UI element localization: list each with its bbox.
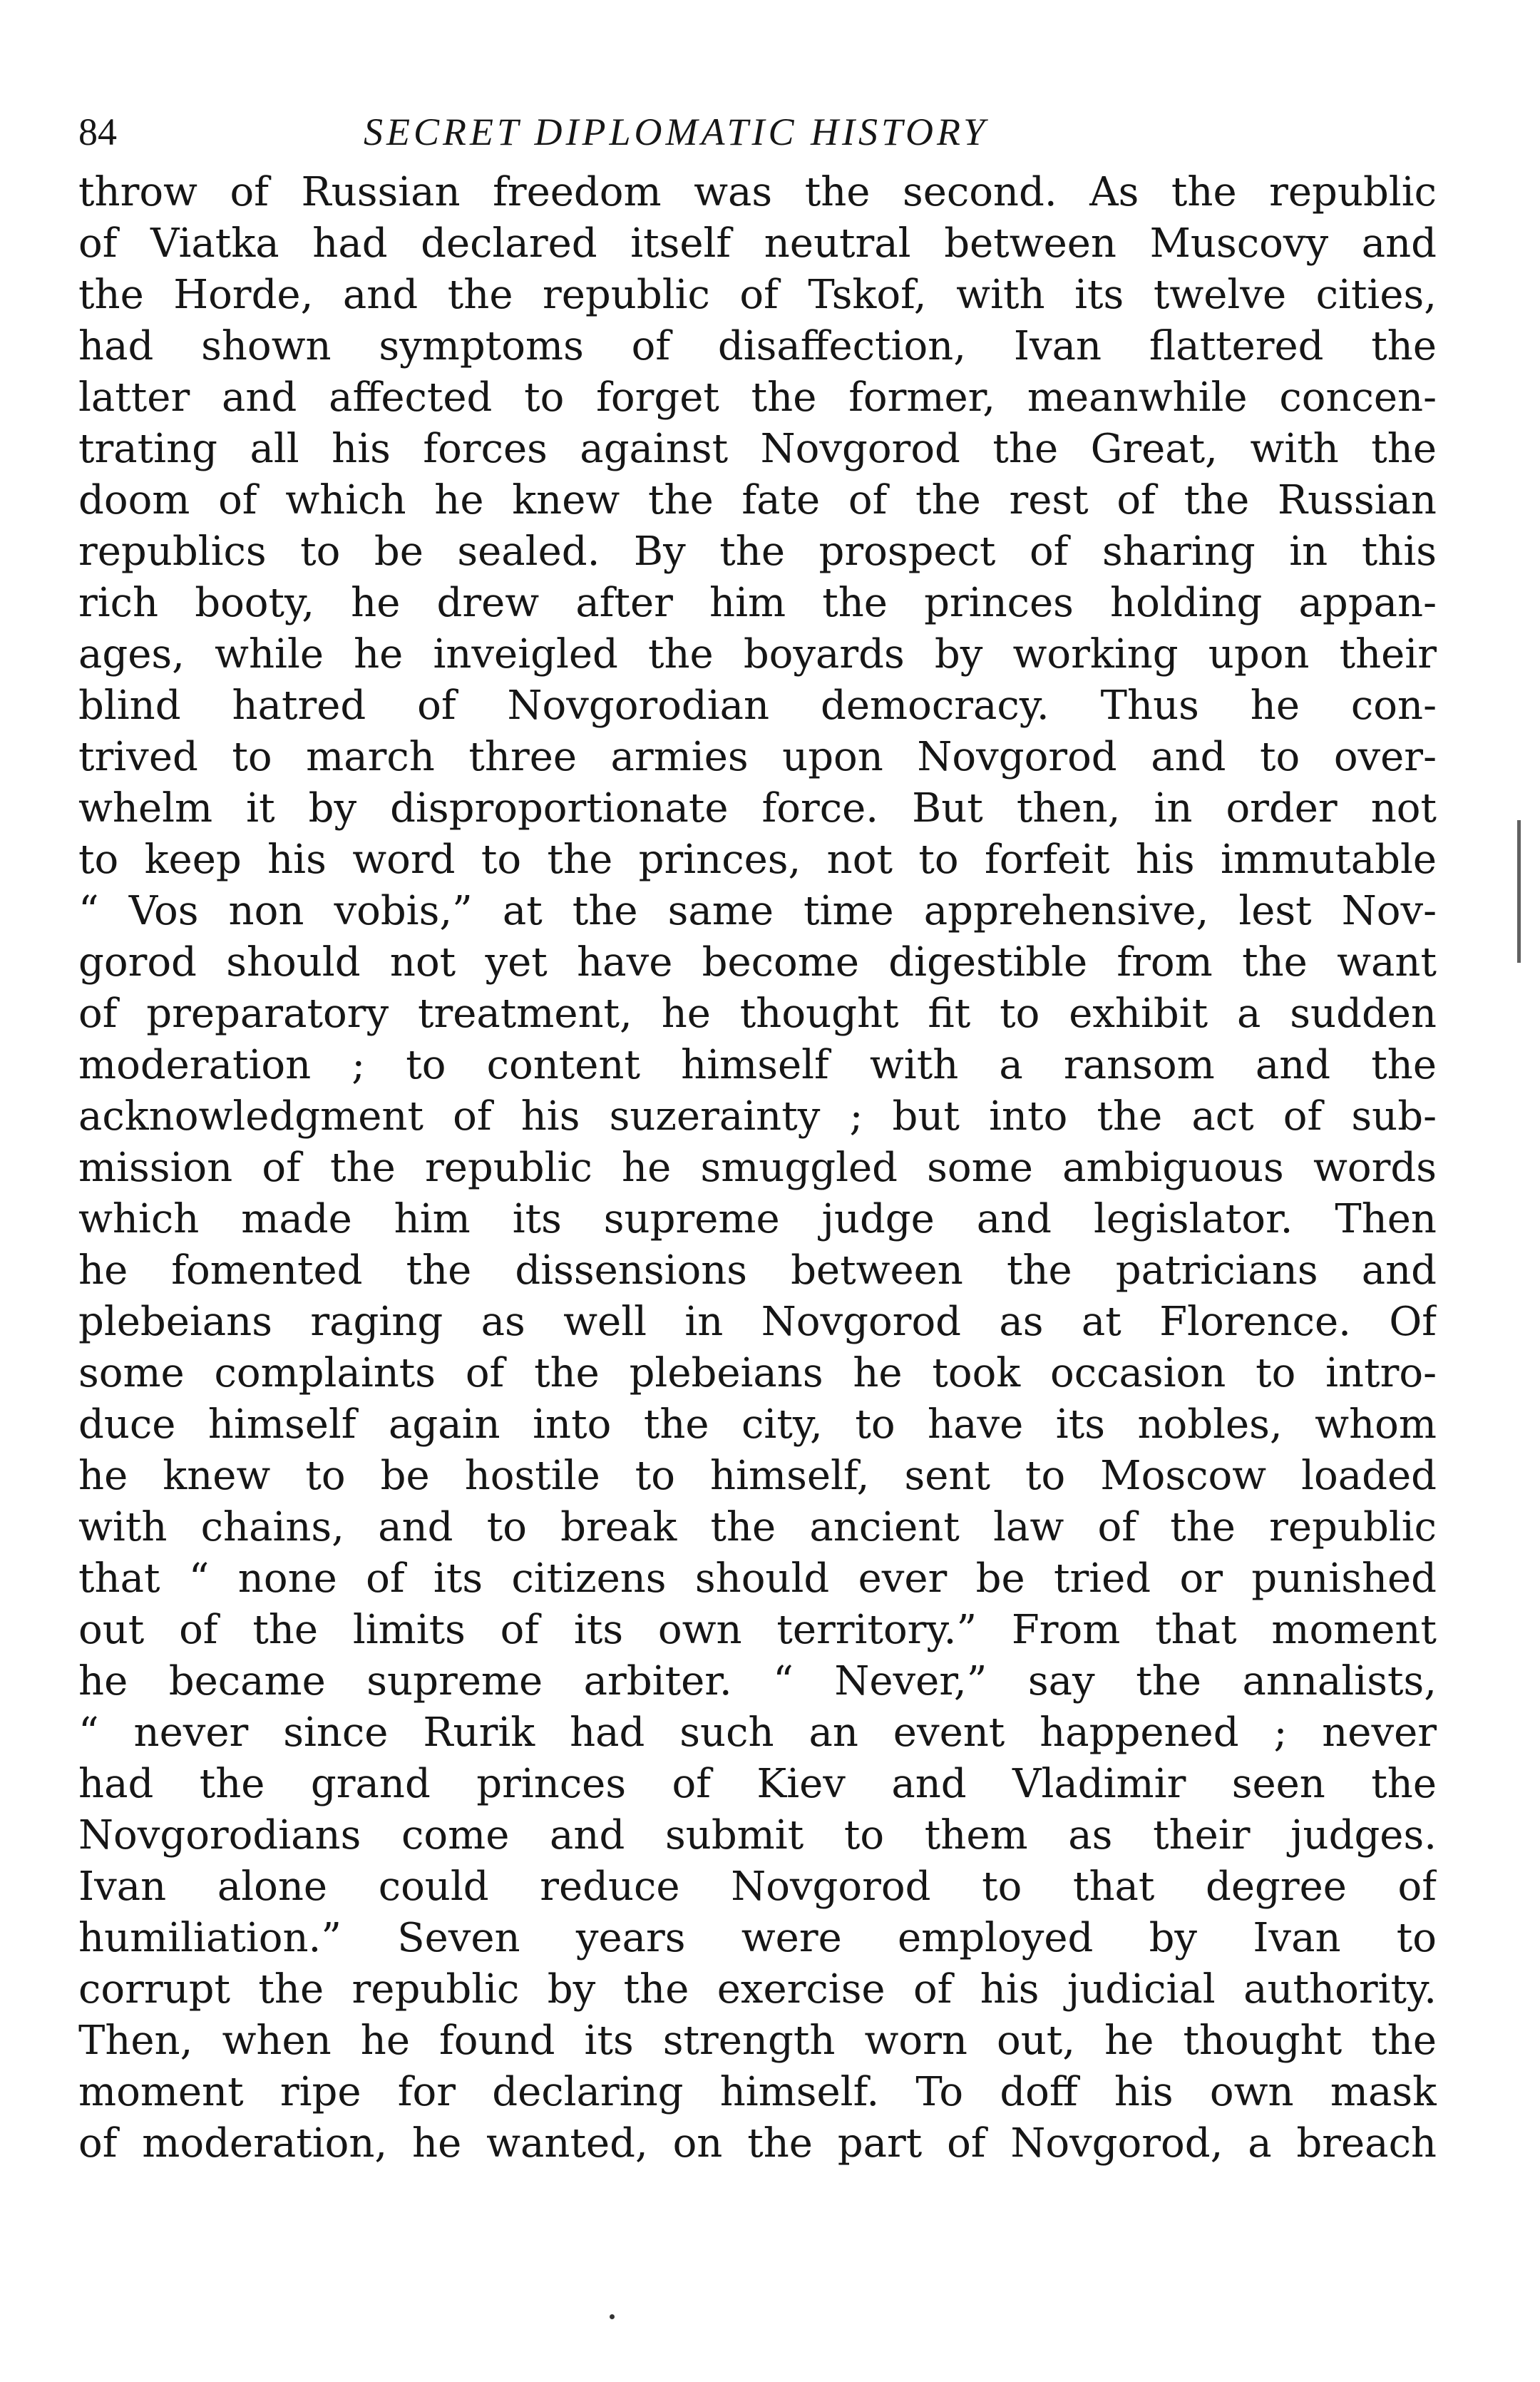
text-line: of Viatka had declared itself neutral between Muscovy and xyxy=(78,220,1437,267)
text-line: throw of Russian freedom was the second. As the republic xyxy=(78,169,1437,215)
text-line: Novgorodians come and submit to them as their judges. xyxy=(78,1812,1437,1859)
text-line: acknowledgment of his suzerainty ; but into the act of sub- xyxy=(78,1093,1437,1140)
text-line: to keep his word to the princes, not to forfeit his immutable xyxy=(78,837,1437,883)
text-line: corrupt the republic by the exercise of his judicial authority. xyxy=(78,1966,1437,2013)
text-line: Ivan alone could reduce Novgorod to that degree of xyxy=(78,1864,1437,1910)
text-line: latter and affected to forget the former, meanwhile concen- xyxy=(78,374,1437,421)
text-line: trating all his forces against Novgorod the Great, with the xyxy=(78,426,1437,472)
text-line: humiliation.” Seven years were employed by Ivan to xyxy=(78,1915,1437,1961)
text-line: mission of the republic he smuggled some ambiguous words xyxy=(78,1145,1437,1191)
running-head xyxy=(78,107,1437,157)
text-line: plebeians raging as well in Novgorod as at Florence. Of xyxy=(78,1299,1437,1345)
page-number: 84 xyxy=(78,111,117,153)
text-line: rich booty, he drew after him the princes holding appan- xyxy=(78,580,1437,626)
text-line: the Horde, and the republic of Tskof, with its twelve cities, xyxy=(78,272,1437,318)
text-line: that “ none of its citizens should ever be tried or punished xyxy=(78,1555,1437,1602)
text-line: blind hatred of Novgorodian democracy. Thus he con- xyxy=(78,683,1437,729)
text-line: of preparatory treatment, he thought fit to exhibit a sudden xyxy=(78,991,1437,1037)
text-line: with chains, and to break the ancient law of the republic xyxy=(78,1504,1437,1550)
text-line: had the grand princes of Kiev and Vladimir seen the xyxy=(78,1761,1437,1807)
text-line: he became supreme arbiter. “ Never,” say the annalists, xyxy=(78,1658,1437,1704)
text-line: gorod should not yet have become digestible from the want xyxy=(78,939,1437,986)
text-line: Then, when he found its strength worn out, he thought the xyxy=(78,2018,1437,2064)
text-line: moderation ; to content himself with a ransom and the xyxy=(78,1042,1437,1088)
text-line: “ never since Rurik had such an event happened ; never xyxy=(78,1709,1437,1756)
text-line: he knew to be hostile to himself, sent to Moscow loaded xyxy=(78,1453,1437,1499)
text-line: ages, while he inveigled the boyards by working upon their xyxy=(78,631,1437,678)
text-line: doom of which he knew the fate of the rest of the Russian xyxy=(78,477,1437,523)
body-text xyxy=(78,167,1437,2169)
margin-scan-mark xyxy=(1517,820,1521,963)
text-line: trived to march three armies upon Novgorod and to over- xyxy=(78,734,1437,780)
text-line: out of the limits of its own territory.” From that moment xyxy=(78,1607,1437,1653)
text-line: some complaints of the plebeians he took occasion to intro- xyxy=(78,1350,1437,1396)
text-line: duce himself again into the city, to have its nobles, whom xyxy=(78,1401,1437,1448)
text-line: “ Vos non vobis,” at the same time apprehensive, lest Nov- xyxy=(78,888,1437,934)
text-line: whelm it by disproportionate force. But then, in order not xyxy=(78,785,1437,832)
text-line: republics to be sealed. By the prospect of sharing in this xyxy=(78,528,1437,575)
text-line: which made him its supreme judge and legislator. Then xyxy=(78,1196,1437,1242)
text-line: had shown symptoms of disaffection, Ivan flattered the xyxy=(78,323,1437,369)
text-line: moment ripe for declaring himself. To doff his own mask xyxy=(78,2069,1437,2115)
text-line: of moderation, he wanted, on the part of Novgorod, a breach xyxy=(78,2120,1437,2167)
text-line: he fomented the dissensions between the patricians and xyxy=(78,1247,1437,1294)
running-title: SECRET DIPLOMATIC HISTORY xyxy=(364,111,989,153)
scan-speck xyxy=(610,2314,615,2319)
